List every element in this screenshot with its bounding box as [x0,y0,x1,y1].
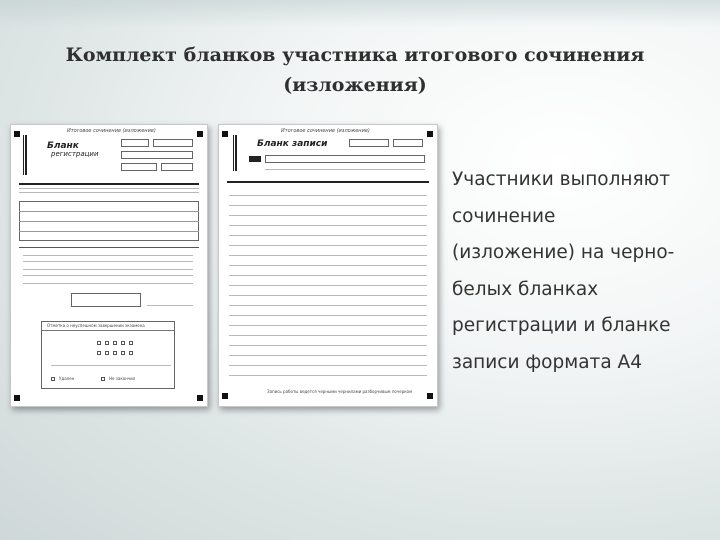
writing-line [229,315,427,316]
text-line [23,261,193,262]
writing-line [229,335,427,336]
writing-line [229,275,427,276]
section-divider [41,330,175,331]
check-label-removed: Удален [59,376,75,381]
corner-marker [197,395,203,401]
slide-title-line-2: (изложения) [283,74,427,96]
field-box [121,163,157,171]
checkbox [129,351,133,355]
writing-line [229,295,427,296]
barcode-strip [233,135,238,171]
writing-line [229,215,427,216]
checkbox [101,377,105,381]
form-title-line-2: регистрации [51,150,99,158]
corner-marker [427,393,433,399]
text-line [23,255,193,256]
field-box [121,151,193,159]
body-line-3: (изложение) на черно- [452,242,675,263]
divider-bar [19,183,199,185]
text-line [23,269,193,270]
form-header: Итоговое сочинение (изложение) [281,128,370,134]
writing-line [229,265,427,266]
writing-line [229,195,427,196]
corner-marker [197,131,203,137]
corner-marker [222,131,228,137]
grid-row [19,221,199,222]
registration-form-image [10,124,208,407]
slide-body-text [452,162,712,381]
writing-line [229,255,427,256]
text-line [51,365,171,366]
body-line-4: белых бланках [452,278,599,300]
writing-line [229,375,427,376]
form-title: Бланк записи [257,139,328,149]
body-line-6: записи формата А4 [452,351,642,373]
slide-title-line-1: Комплект бланков участника итогового сочинения [65,44,645,66]
signature-line [147,305,193,306]
status-heading: Отметка о неуспешном завершении экзамена [47,323,145,328]
body-line-2: сочинение [452,205,556,227]
checkbox [97,351,101,355]
writing-line [229,225,427,226]
field-label-bar [249,156,261,162]
body-line-1: Участники выполняют [452,169,671,190]
writing-line [229,345,427,346]
writing-form-image [218,124,438,407]
text-line [23,283,193,284]
field-box [161,163,193,171]
grid-row [19,211,199,212]
checkbox [121,351,125,355]
checkbox [129,341,133,345]
body-line-5: регистрации и бланке [452,315,671,336]
checkbox [113,351,117,355]
writing-line [229,365,427,366]
writing-line [229,285,427,286]
divider-bar [227,181,429,183]
checkbox [97,341,101,345]
corner-marker [14,395,20,401]
checkbox [121,341,125,345]
text-line [23,275,193,276]
writing-line [229,245,427,246]
check-label-not-finished: Не закончил [109,376,136,381]
writing-line [229,325,427,326]
field-box [349,139,389,147]
text-line [19,188,199,189]
checkbox [113,341,117,345]
text-line [19,192,199,193]
corner-marker [222,393,228,399]
signature-box [71,293,141,307]
writing-line [229,205,427,206]
barcode-strip [23,135,28,175]
writing-line [229,235,427,236]
section-line [19,247,199,248]
form-header: Итоговое сочинение (изложение) [67,128,156,134]
field-box [153,139,193,147]
slide-title [30,40,680,100]
field-box [393,139,423,147]
writing-line [229,305,427,306]
text-line [265,169,425,170]
grid-row [19,231,199,232]
field-box [265,155,425,163]
form-footer: Запись работы ведется черными чернилами разборчивым почерком [267,389,413,394]
writing-line [229,355,427,356]
checkbox [105,351,109,355]
top-decorative-band [0,0,720,28]
field-box [121,139,149,147]
form-title-line-1: Бланк [47,141,79,151]
checkbox [51,377,55,381]
corner-marker [14,131,20,137]
corner-marker [427,131,433,137]
checkbox [105,341,109,345]
